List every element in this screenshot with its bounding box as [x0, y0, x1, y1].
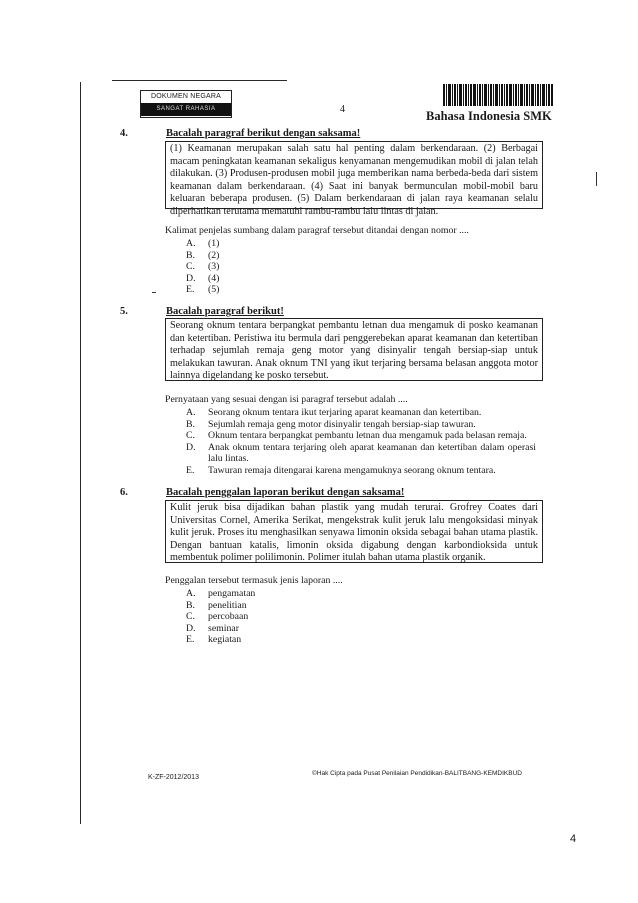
option-letter: C.: [186, 611, 195, 623]
question-number: 4.: [120, 128, 128, 139]
option-text: (5): [208, 284, 220, 296]
option-text: (2): [208, 249, 220, 261]
option-b[interactable]: [186, 419, 536, 431]
option-letter: A.: [186, 238, 196, 249]
passage-box: Seorang oknum tentara berpangkat pembantu letnan dua mengamuk di posko keamanan dan ketertiban. Peristiwa itu bermula dari penggerebekan aparat keamanan dan ketertiban terhadap sejumlah remaja geng motor yang disinyalir tengah bersiap-siap untuk melakukan tawuran. Anak oknum TNI yang ikut terjaring bersama belasan anggota motor lainnya digelandang ke posko tersebut.: [165, 318, 543, 381]
header-rule: [112, 80, 287, 81]
copyright-notice: ©Hak Cipta pada Pusat Penilaian Pendidikan-BALITBANG-KEMDIKBUD: [312, 770, 522, 777]
margin-tick: [596, 172, 597, 186]
question-instruction: Bacalah paragraf berikut!: [166, 306, 284, 317]
option-e[interactable]: [186, 465, 536, 477]
option-text: (3): [208, 261, 220, 273]
options-list: [186, 238, 526, 296]
passage-box: (1) Keamanan merupakan salah satu hal penting dalam berkendaraan. (2) Berbagai macam peningkatan keamanan sekaligus kenyamanan mengemudikan mobil di jalan telah dilakukan. (3) Produsen-produsen mobil juga memberikan nama berbeda-beda dari sistem keamanan dalam berkendaraan. (4) Saat ini banyak bermunculan mobil-mobil baru keluaran beberapa produsen. (5) Dalam berkendaraan di jalan raya keamanan selalu diperhatikan terutama mematuhi rambu-rambu lalu lintas di jalan.: [165, 141, 543, 209]
option-letter: B.: [186, 249, 195, 261]
options-list: [186, 588, 486, 646]
option-letter: D.: [186, 272, 196, 284]
option-b[interactable]: [186, 250, 526, 262]
question-instruction: Bacalah penggalan laporan berikut dengan saksama!: [166, 487, 405, 498]
option-b[interactable]: [186, 600, 486, 612]
option-text: Oknum tentara berpangkat pembantu letnan dua mengamuk pada belasan remaja.: [208, 430, 527, 442]
option-text: percobaan: [208, 611, 249, 623]
option-text: (1): [208, 238, 220, 249]
option-text: seminar: [208, 622, 240, 634]
question-number: 6.: [120, 487, 128, 498]
classification-stamp: [140, 90, 232, 118]
option-letter: E.: [186, 464, 195, 476]
option-d[interactable]: [186, 442, 536, 465]
question-number: 5.: [120, 306, 128, 317]
option-letter: C.: [186, 430, 195, 442]
option-text: pengamatan: [208, 588, 256, 599]
option-text: Sejumlah remaja geng motor disinyalir tengah bersiap-siap tawuran.: [208, 418, 476, 430]
option-c[interactable]: [186, 261, 526, 273]
option-e[interactable]: [186, 634, 486, 646]
option-letter: C.: [186, 261, 195, 273]
option-a[interactable]: [186, 407, 536, 419]
option-e[interactable]: [186, 284, 526, 296]
option-c[interactable]: [186, 430, 536, 442]
margin-line: [80, 82, 81, 824]
document-code: K-ZF-2012/2013: [148, 774, 199, 781]
passage-box: Kulit jeruk bisa dijadikan bahan plastik yang mudah terurai. Grofrey Coates dari Universitas Cornel, Amerika Serikat, mengekstrak kulit jeruk lalu mengoksidasi minyak kulit jeruk. Proses itu menghasilkan senyawa limonin oksida sebagai bahan utama plastik. Dengan bantuan katalis, limonin oksida digabung dengan karbondioksida untuk membentuk polimer polilimonin. Polimer itulah bahan utama plastik organik.: [165, 500, 543, 563]
option-letter: A.: [186, 407, 196, 418]
stamp-bottom-label: SANGAT RAHASIA: [141, 103, 231, 116]
option-letter: B.: [186, 418, 195, 430]
option-d[interactable]: [186, 623, 486, 635]
options-list: [186, 407, 536, 477]
option-text: penelitian: [208, 599, 247, 611]
option-text: (4): [208, 272, 220, 284]
question-stem: Pernyataan yang sesuai dengan isi paragraf tersebut adalah ....: [165, 394, 408, 405]
option-letter: E.: [186, 284, 195, 296]
footer-page-number: 4: [570, 833, 577, 845]
header-page-number: 4: [340, 104, 345, 115]
option-letter: D.: [186, 441, 196, 453]
stray-mark: [152, 292, 156, 293]
subject-title: Bahasa Indonesia SMK: [426, 109, 552, 123]
option-c[interactable]: [186, 611, 486, 623]
option-text: Tawuran remaja ditengarai karena mengamuknya seorang oknum tentara.: [208, 464, 496, 476]
option-a[interactable]: [186, 588, 486, 600]
option-letter: D.: [186, 622, 196, 634]
option-text: Anak oknum tentara terjaring oleh aparat keamanan dan ketertiban dalam operasi lalu lintas.: [208, 441, 536, 465]
option-d[interactable]: [186, 273, 526, 285]
question-stem: Kalimat penjelas sumbang dalam paragraf tersebut ditandai dengan nomor ....: [165, 225, 469, 236]
option-letter: E.: [186, 634, 195, 646]
barcode-image: [442, 84, 554, 106]
option-letter: B.: [186, 599, 195, 611]
option-letter: A.: [186, 588, 196, 599]
question-instruction: Bacalah paragraf berikut dengan saksama!: [166, 128, 361, 139]
option-text: Seorang oknum tentara ikut terjaring aparat keamanan dan ketertiban.: [208, 407, 482, 418]
question-stem: Penggalan tersebut termasuk jenis laporan ....: [165, 575, 343, 586]
option-text: kegiatan: [208, 634, 242, 646]
option-a[interactable]: [186, 238, 526, 250]
stamp-top-label: DOKUMEN NEGARA: [150, 93, 222, 100]
